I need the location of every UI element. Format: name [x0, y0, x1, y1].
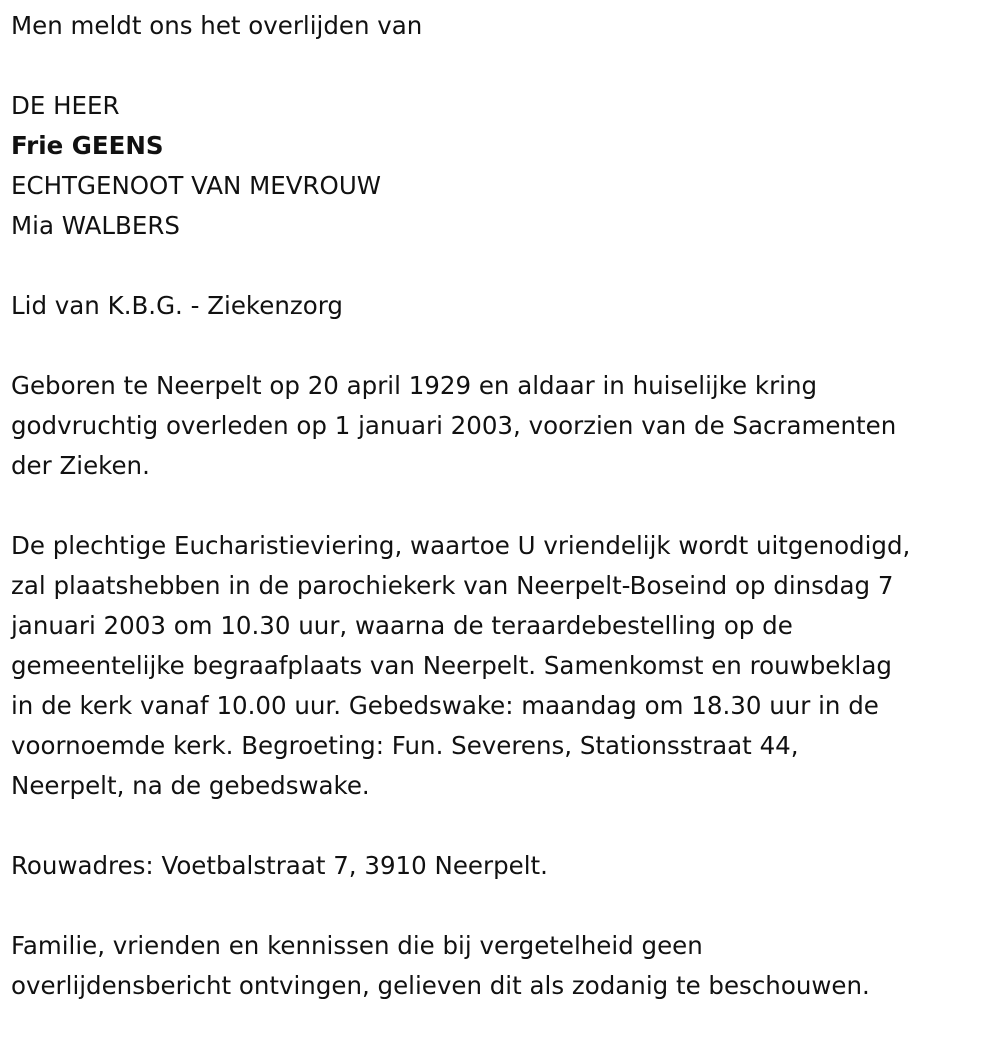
mourning-address: Rouwadres: Voetbalstraat 7, 3910 Neerpelt. [11, 851, 548, 880]
paragraph-line: gemeentelijke begraafplaats van Neerpelt. Samenkomst en rouwbeklag [11, 651, 892, 680]
paragraph-line: godvruchtig overleden op 1 januari 2003, voorzien van de Sacramenten [11, 411, 897, 440]
paragraph-line: De plechtige Eucharistieviering, waartoe U vriendelijk wordt uitgenodigd, [11, 531, 911, 560]
paragraph-line: zal plaatshebben in de parochiekerk van Neerpelt-Boseind op dinsdag 7 [11, 571, 894, 600]
paragraph-line: Geboren te Neerpelt op 20 april 1929 en aldaar in huiselijke kring [11, 371, 818, 400]
birth-death-paragraph [11, 366, 996, 486]
death-notice [11, 6, 996, 1006]
intro-text: Men meldt ons het overlijden van [11, 11, 423, 40]
paragraph-line: overlijdensbericht ontvingen, gelieven dit als zodanig te beschouwen. [11, 971, 870, 1000]
paragraph-line: Familie, vrienden en kennissen die bij vergetelheid geen [11, 931, 703, 960]
deceased-name: Frie GEENS [11, 131, 164, 160]
ceremony-paragraph [11, 526, 996, 806]
spouse-title: ECHTGENOOT VAN MEVROUW [11, 171, 382, 200]
membership-text: Lid van K.B.G. - Ziekenzorg [11, 291, 343, 320]
paragraph-line: Neerpelt, na de gebedswake. [11, 771, 370, 800]
spouse-name: Mia WALBERS [11, 211, 180, 240]
closing-paragraph [11, 926, 996, 1006]
paragraph-line: der Zieken. [11, 451, 150, 480]
paragraph-line: voornoemde kerk. Begroeting: Fun. Severens, Stationsstraat 44, [11, 731, 799, 760]
paragraph-line: januari 2003 om 10.30 uur, waarna de teraardebestelling op de [11, 611, 793, 640]
paragraph-line: in de kerk vanaf 10.00 uur. Gebedswake: maandag om 18.30 uur in de [11, 691, 879, 720]
salutation: DE HEER [11, 91, 120, 120]
